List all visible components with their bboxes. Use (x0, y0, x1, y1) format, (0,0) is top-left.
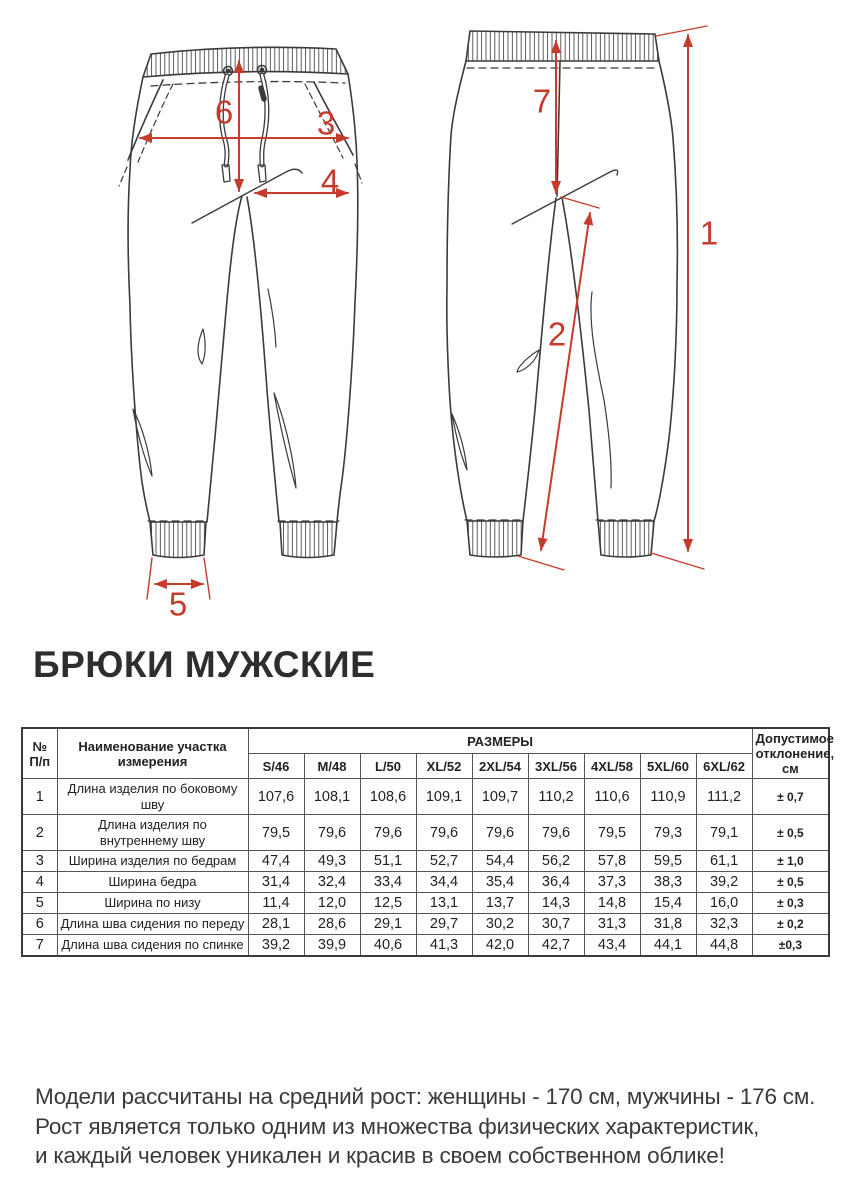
row-value: 37,3 (584, 872, 640, 893)
size-table (21, 727, 835, 957)
row-value: 44,8 (696, 935, 752, 957)
row-num: 2 (22, 815, 57, 851)
table-row (22, 935, 829, 957)
row-value: 51,1 (360, 851, 416, 872)
row-num: 3 (22, 851, 57, 872)
row-value: 79,1 (696, 815, 752, 851)
row-value: 107,6 (248, 779, 304, 815)
row-value: 111,2 (696, 779, 752, 815)
size-label: 6XL/62 (696, 754, 752, 779)
measure-label-2: 2 (547, 315, 567, 353)
row-value: 39,2 (696, 872, 752, 893)
row-value: 79,3 (640, 815, 696, 851)
row-value: 108,1 (304, 779, 360, 815)
row-value: 32,3 (696, 914, 752, 935)
row-name: Длина изделия по внутреннему шву (57, 815, 248, 851)
row-value: 30,7 (528, 914, 584, 935)
row-value: 40,6 (360, 935, 416, 957)
footer-note (35, 1082, 825, 1171)
size-label: L/50 (360, 754, 416, 779)
row-value: 33,4 (360, 872, 416, 893)
row-value: 14,8 (584, 893, 640, 914)
row-num: 7 (22, 935, 57, 957)
size-table-body (22, 779, 829, 957)
cuff-front-right (280, 522, 337, 558)
row-num: 5 (22, 893, 57, 914)
row-value: 79,6 (416, 815, 472, 851)
size-label: S/46 (248, 754, 304, 779)
row-value: 79,5 (584, 815, 640, 851)
row-tolerance: ± 0,5 (752, 872, 829, 893)
row-name: Ширина изделия по бедрам (57, 851, 248, 872)
size-label: 5XL/60 (640, 754, 696, 779)
measure-label-5: 5 (168, 585, 188, 623)
row-value: 110,2 (528, 779, 584, 815)
size-label: XL/52 (416, 754, 472, 779)
row-tolerance: ± 0,2 (752, 914, 829, 935)
row-tolerance: ±0,3 (752, 935, 829, 957)
row-value: 28,1 (248, 914, 304, 935)
size-table-wrap (21, 727, 835, 957)
row-name: Длина шва сидения по переду (57, 914, 248, 935)
size-label: 4XL/58 (584, 754, 640, 779)
row-value: 36,4 (528, 872, 584, 893)
col-header-sizes: РАЗМЕРЫ (248, 728, 752, 754)
row-value: 29,7 (416, 914, 472, 935)
row-value: 79,6 (304, 815, 360, 851)
col-header-num: № П/п (22, 728, 57, 779)
row-value: 59,5 (640, 851, 696, 872)
measure-label-1: 1 (699, 214, 719, 252)
col-header-name: Наименование участка измерения (57, 728, 248, 779)
row-value: 38,3 (640, 872, 696, 893)
row-value: 52,7 (416, 851, 472, 872)
row-name: Длина шва сидения по спинке (57, 935, 248, 957)
row-value: 42,7 (528, 935, 584, 957)
table-row (22, 779, 829, 815)
row-value: 79,6 (360, 815, 416, 851)
row-value: 14,3 (528, 893, 584, 914)
row-value: 54,4 (472, 851, 528, 872)
size-label: M/48 (304, 754, 360, 779)
row-value: 109,7 (472, 779, 528, 815)
waistband-back (466, 31, 659, 61)
footer-line-3: и каждый человек уникален и красив в своем собственном облике! (35, 1143, 725, 1168)
row-value: 57,8 (584, 851, 640, 872)
row-value: 110,9 (640, 779, 696, 815)
row-value: 13,7 (472, 893, 528, 914)
cuff-back-right (598, 521, 654, 557)
row-value: 11,4 (248, 893, 304, 914)
footer-line-2: Рост является только одним из множества физических характеристик, (35, 1113, 760, 1139)
measure-label-4: 4 (320, 162, 340, 200)
row-value: 39,2 (248, 935, 304, 957)
row-value: 12,5 (360, 893, 416, 914)
row-num: 1 (22, 779, 57, 815)
row-value: 32,4 (304, 872, 360, 893)
row-value: 110,6 (584, 779, 640, 815)
table-row (22, 815, 829, 851)
back-view-drawing (447, 31, 678, 557)
row-value: 43,4 (584, 935, 640, 957)
row-name: Ширина бедра (57, 872, 248, 893)
row-value: 79,6 (472, 815, 528, 851)
row-num: 4 (22, 872, 57, 893)
cuff-back-left (467, 521, 523, 557)
row-value: 39,9 (304, 935, 360, 957)
waistband-front (143, 47, 348, 77)
table-row (22, 914, 829, 935)
table-row (22, 893, 829, 914)
row-value: 42,0 (472, 935, 528, 957)
measure-label-3: 3 (316, 104, 336, 142)
row-value: 35,4 (472, 872, 528, 893)
row-value: 30,2 (472, 914, 528, 935)
size-label: 2XL/54 (472, 754, 528, 779)
table-row (22, 872, 829, 893)
row-tolerance: ± 0,7 (752, 779, 829, 815)
row-value: 79,6 (528, 815, 584, 851)
cuff-front-left (150, 522, 206, 558)
col-header-tolerance: Допустимое отклонение, см (752, 728, 829, 779)
row-tolerance: ± 1,0 (752, 851, 829, 872)
table-row (22, 851, 829, 872)
size-label: 3XL/56 (528, 754, 584, 779)
row-value: 31,8 (640, 914, 696, 935)
row-value: 34,4 (416, 872, 472, 893)
row-value: 31,3 (584, 914, 640, 935)
row-value: 79,5 (248, 815, 304, 851)
row-name: Длина изделия по боковому шву (57, 779, 248, 815)
pocket-left (128, 80, 163, 160)
row-value: 61,1 (696, 851, 752, 872)
row-tolerance: ± 0,3 (752, 893, 829, 914)
aglet-left (222, 165, 230, 182)
row-value: 49,3 (304, 851, 360, 872)
row-value: 12,0 (304, 893, 360, 914)
aglet-right (258, 165, 266, 182)
measure-label-6: 6 (214, 93, 234, 131)
measure-label-7: 7 (532, 82, 552, 120)
row-value: 15,4 (640, 893, 696, 914)
row-value: 108,6 (360, 779, 416, 815)
row-tolerance: ± 0,5 (752, 815, 829, 851)
row-value: 16,0 (696, 893, 752, 914)
row-value: 29,1 (360, 914, 416, 935)
row-value: 28,6 (304, 914, 360, 935)
footer-line-1: Модели рассчитаны на средний рост: женщины - 170 см, мужчины - 176 см. (35, 1084, 816, 1109)
row-name: Ширина по низу (57, 893, 248, 914)
row-value: 44,1 (640, 935, 696, 957)
row-num: 6 (22, 914, 57, 935)
row-value: 13,1 (416, 893, 472, 914)
row-value: 56,2 (528, 851, 584, 872)
row-value: 47,4 (248, 851, 304, 872)
row-value: 41,3 (416, 935, 472, 957)
row-value: 109,1 (416, 779, 472, 815)
row-value: 31,4 (248, 872, 304, 893)
page-title: БРЮКИ МУЖСКИЕ (33, 644, 376, 685)
